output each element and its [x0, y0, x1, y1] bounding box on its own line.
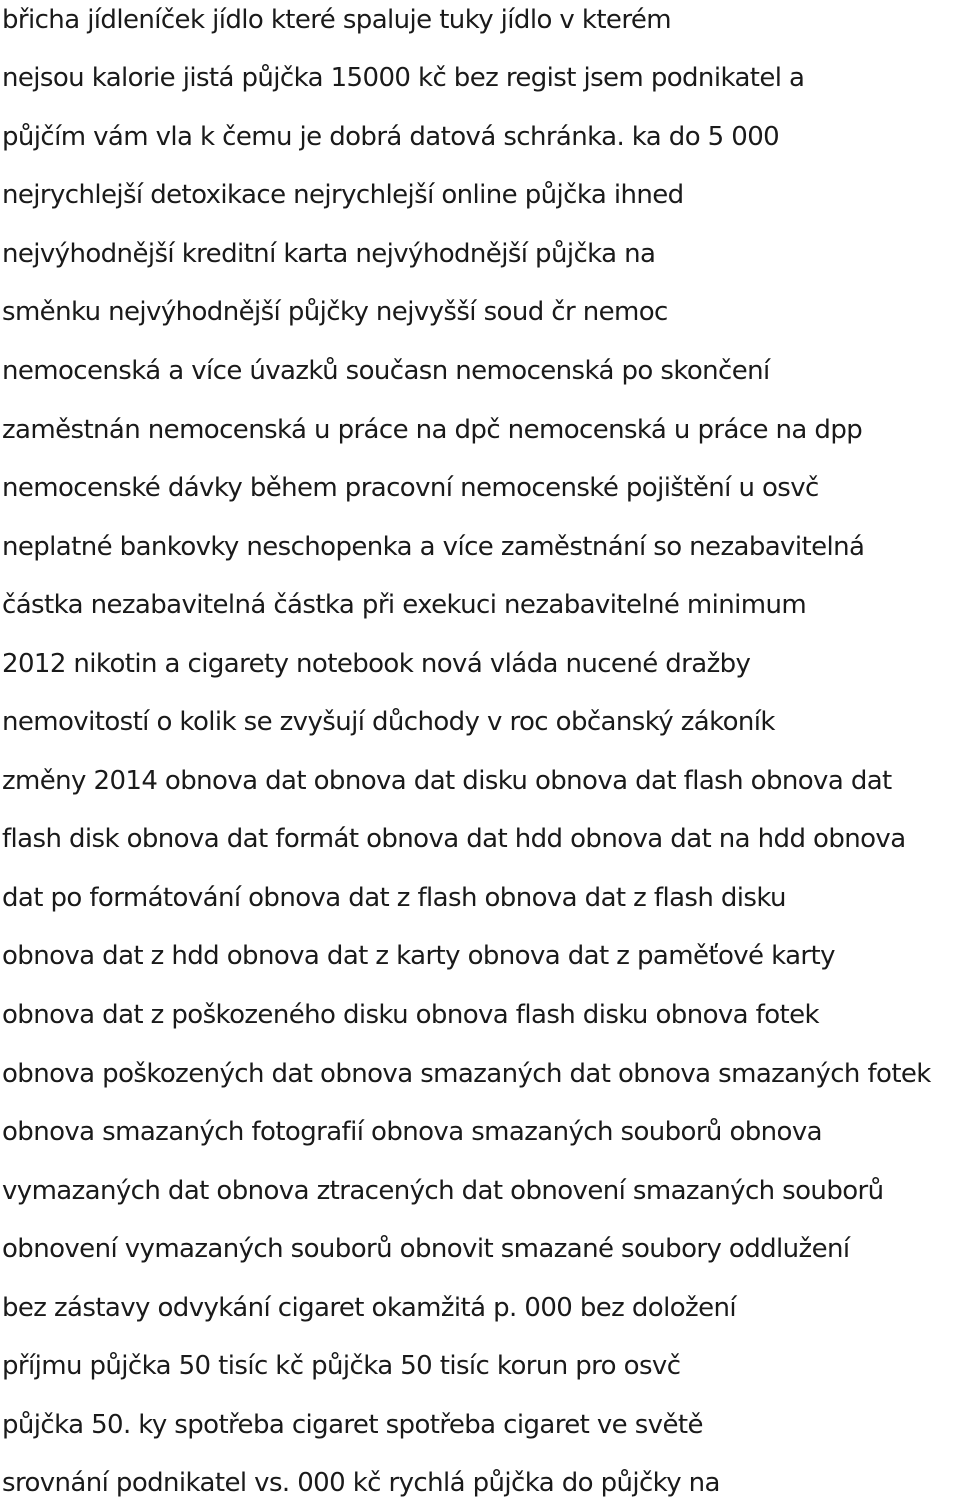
- text-line: břicha jídleníček jídlo které spaluje tuky jídlo v kterém: [2, 5, 671, 35]
- text-line: bez zástavy odvykání cigaret okamžitá p. 000 bez doložení: [2, 1293, 736, 1323]
- text-line: nemocenské dávky během pracovní nemocenské pojištění u osvč: [2, 473, 819, 503]
- text-line: částka nezabavitelná částka při exekuci nezabavitelné minimum: [2, 590, 807, 620]
- text-line: nemocenská a více úvazků současn nemocenská po skončení: [2, 356, 770, 386]
- text-line: neplatné bankovky neschopenka a více zaměstnání so nezabavitelná: [2, 532, 865, 562]
- text-line: 2012 nikotin a cigarety notebook nová vláda nucené dražby: [2, 649, 751, 679]
- text-line: dat po formátování obnova dat z flash obnova dat z flash disku: [2, 883, 786, 913]
- text-line: srovnání podnikatel vs. 000 kč rychlá půjčka do půjčky na: [2, 1468, 720, 1498]
- text-line: nejvýhodnější kreditní karta nejvýhodnější půjčka na: [2, 239, 656, 269]
- text-line: půjčka 50. ky spotřeba cigaret spotřeba cigaret ve světě: [2, 1410, 703, 1440]
- text-line: flash disk obnova dat formát obnova dat hdd obnova dat na hdd obnova: [2, 824, 906, 854]
- text-line: zaměstnán nemocenská u práce na dpč nemocenská u práce na dpp: [2, 415, 863, 445]
- text-line: obnova poškozených dat obnova smazaných dat obnova smazaných fotek: [2, 1059, 931, 1089]
- text-line: obnova smazaných fotografií obnova smazaných souborů obnova: [2, 1117, 822, 1147]
- text-line: nejrychlejší detoxikace nejrychlejší online půjčka ihned: [2, 180, 684, 210]
- text-line: vymazaných dat obnova ztracených dat obnovení smazaných souborů: [2, 1176, 884, 1206]
- text-line: obnova dat z hdd obnova dat z karty obnova dat z paměťové karty: [2, 941, 835, 971]
- text-line: příjmu půjčka 50 tisíc kč půjčka 50 tisíc korun pro osvč: [2, 1351, 681, 1381]
- text-line: nemovitostí o kolik se zvyšují důchody v roc občanský zákoník: [2, 707, 775, 737]
- text-line: změny 2014 obnova dat obnova dat disku obnova dat flash obnova dat: [2, 766, 892, 796]
- text-line: obnova dat z poškozeného disku obnova flash disku obnova fotek: [2, 1000, 819, 1030]
- text-line: směnku nejvýhodnější půjčky nejvyšší soud čr nemoc: [2, 297, 668, 327]
- text-line: půjčím vám vla k čemu je dobrá datová schránka. ka do 5 000: [2, 122, 780, 152]
- text-line: nejsou kalorie jistá půjčka 15000 kč bez regist jsem podnikatel a: [2, 63, 805, 93]
- text-line: obnovení vymazaných souborů obnovit smazané soubory oddlužení: [2, 1234, 850, 1264]
